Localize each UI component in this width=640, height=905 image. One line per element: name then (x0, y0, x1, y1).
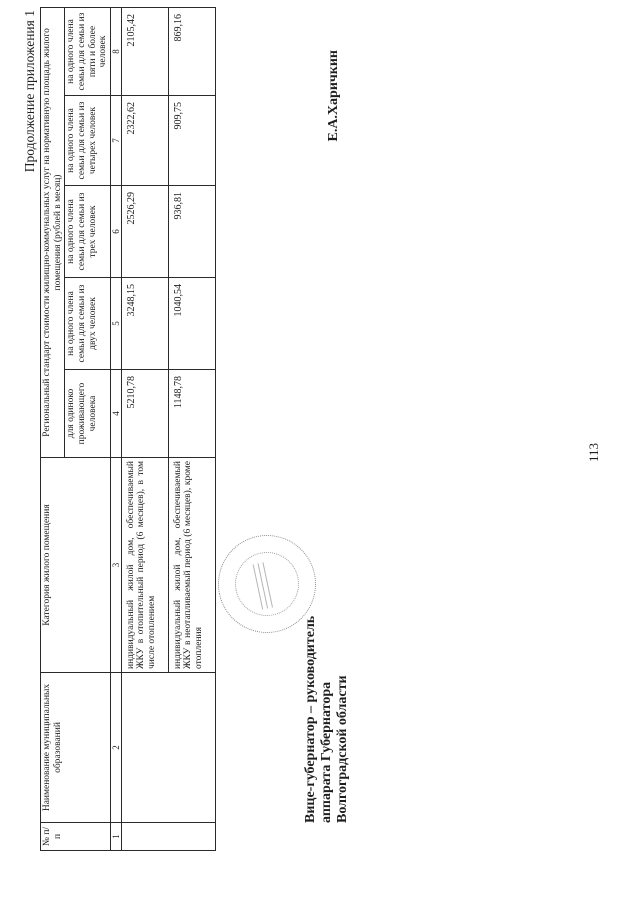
signatory-name: Е.А.Харичкин (326, 50, 341, 142)
header-standard-cost: Региональный стандарт стоимости жилищно-коммунальных услуг на нормативную площадь жилого помещения (рублей в месяц) (41, 7, 65, 457)
column-number-row (110, 7, 121, 850)
value-cell: 936,81 (168, 186, 215, 278)
subheader-single: для одиноко проживающего человека (65, 370, 111, 458)
value-cell: 909,75 (168, 96, 215, 186)
municipality-cell (121, 673, 215, 823)
subheader-family-five: на одного члена семьи для семьи из пяти и более человек (65, 7, 111, 95)
signatory-title-line: Вице-губернатор – руководитель (303, 615, 318, 823)
column-number: 1 (110, 823, 121, 851)
category-cell: индивидуальный жилой дом, обеспечиваемый ЖКУ в неотапливаемый период (6 месяцев), кроме отопления (168, 458, 215, 673)
value-cell: 1148,78 (168, 370, 215, 458)
column-number: 7 (110, 96, 121, 186)
row-number-cell (121, 823, 215, 851)
value-cell: 2322,62 (121, 96, 168, 186)
column-number: 3 (110, 458, 121, 673)
value-cell: 2105,42 (121, 7, 168, 95)
page-number: 113 (586, 442, 601, 463)
column-number: 6 (110, 186, 121, 278)
standards-table (40, 7, 216, 851)
signatory-title-line: аппарата Губернатора (319, 681, 334, 823)
signatory-title (303, 573, 351, 823)
value-cell: 869,16 (168, 7, 215, 95)
category-cell: индивидуальный жилой дом, обеспечиваемый ЖКУ в отопительный период (6 месяцев), в том числе отоплением (121, 458, 168, 673)
signatory-title-line: Волгоградской области (335, 675, 350, 823)
subheader-family-two: на одного члена семьи для семьи из двух человек (65, 278, 111, 370)
column-number: 4 (110, 370, 121, 458)
value-cell: 2526,29 (121, 186, 168, 278)
subheader-family-four: на одного члена семьи для семьи из четырех человек (65, 96, 111, 186)
header-municipality: Наименование муниципальных образований (41, 673, 111, 823)
subheader-family-three: на одного члена семьи для семьи из трех человек (65, 186, 111, 278)
value-cell: 3248,15 (121, 278, 168, 370)
table-header-row (41, 7, 65, 850)
column-number: 2 (110, 673, 121, 823)
column-number: 8 (110, 7, 121, 95)
header-category: Категория жилого помещения (41, 458, 111, 673)
value-cell: 5210,78 (121, 370, 168, 458)
column-number: 5 (110, 278, 121, 370)
table-row (121, 7, 168, 850)
continuation-heading: Продолжение приложения 1 (22, 10, 37, 173)
value-cell: 1040,54 (168, 278, 215, 370)
header-number: № п/п (41, 823, 111, 851)
